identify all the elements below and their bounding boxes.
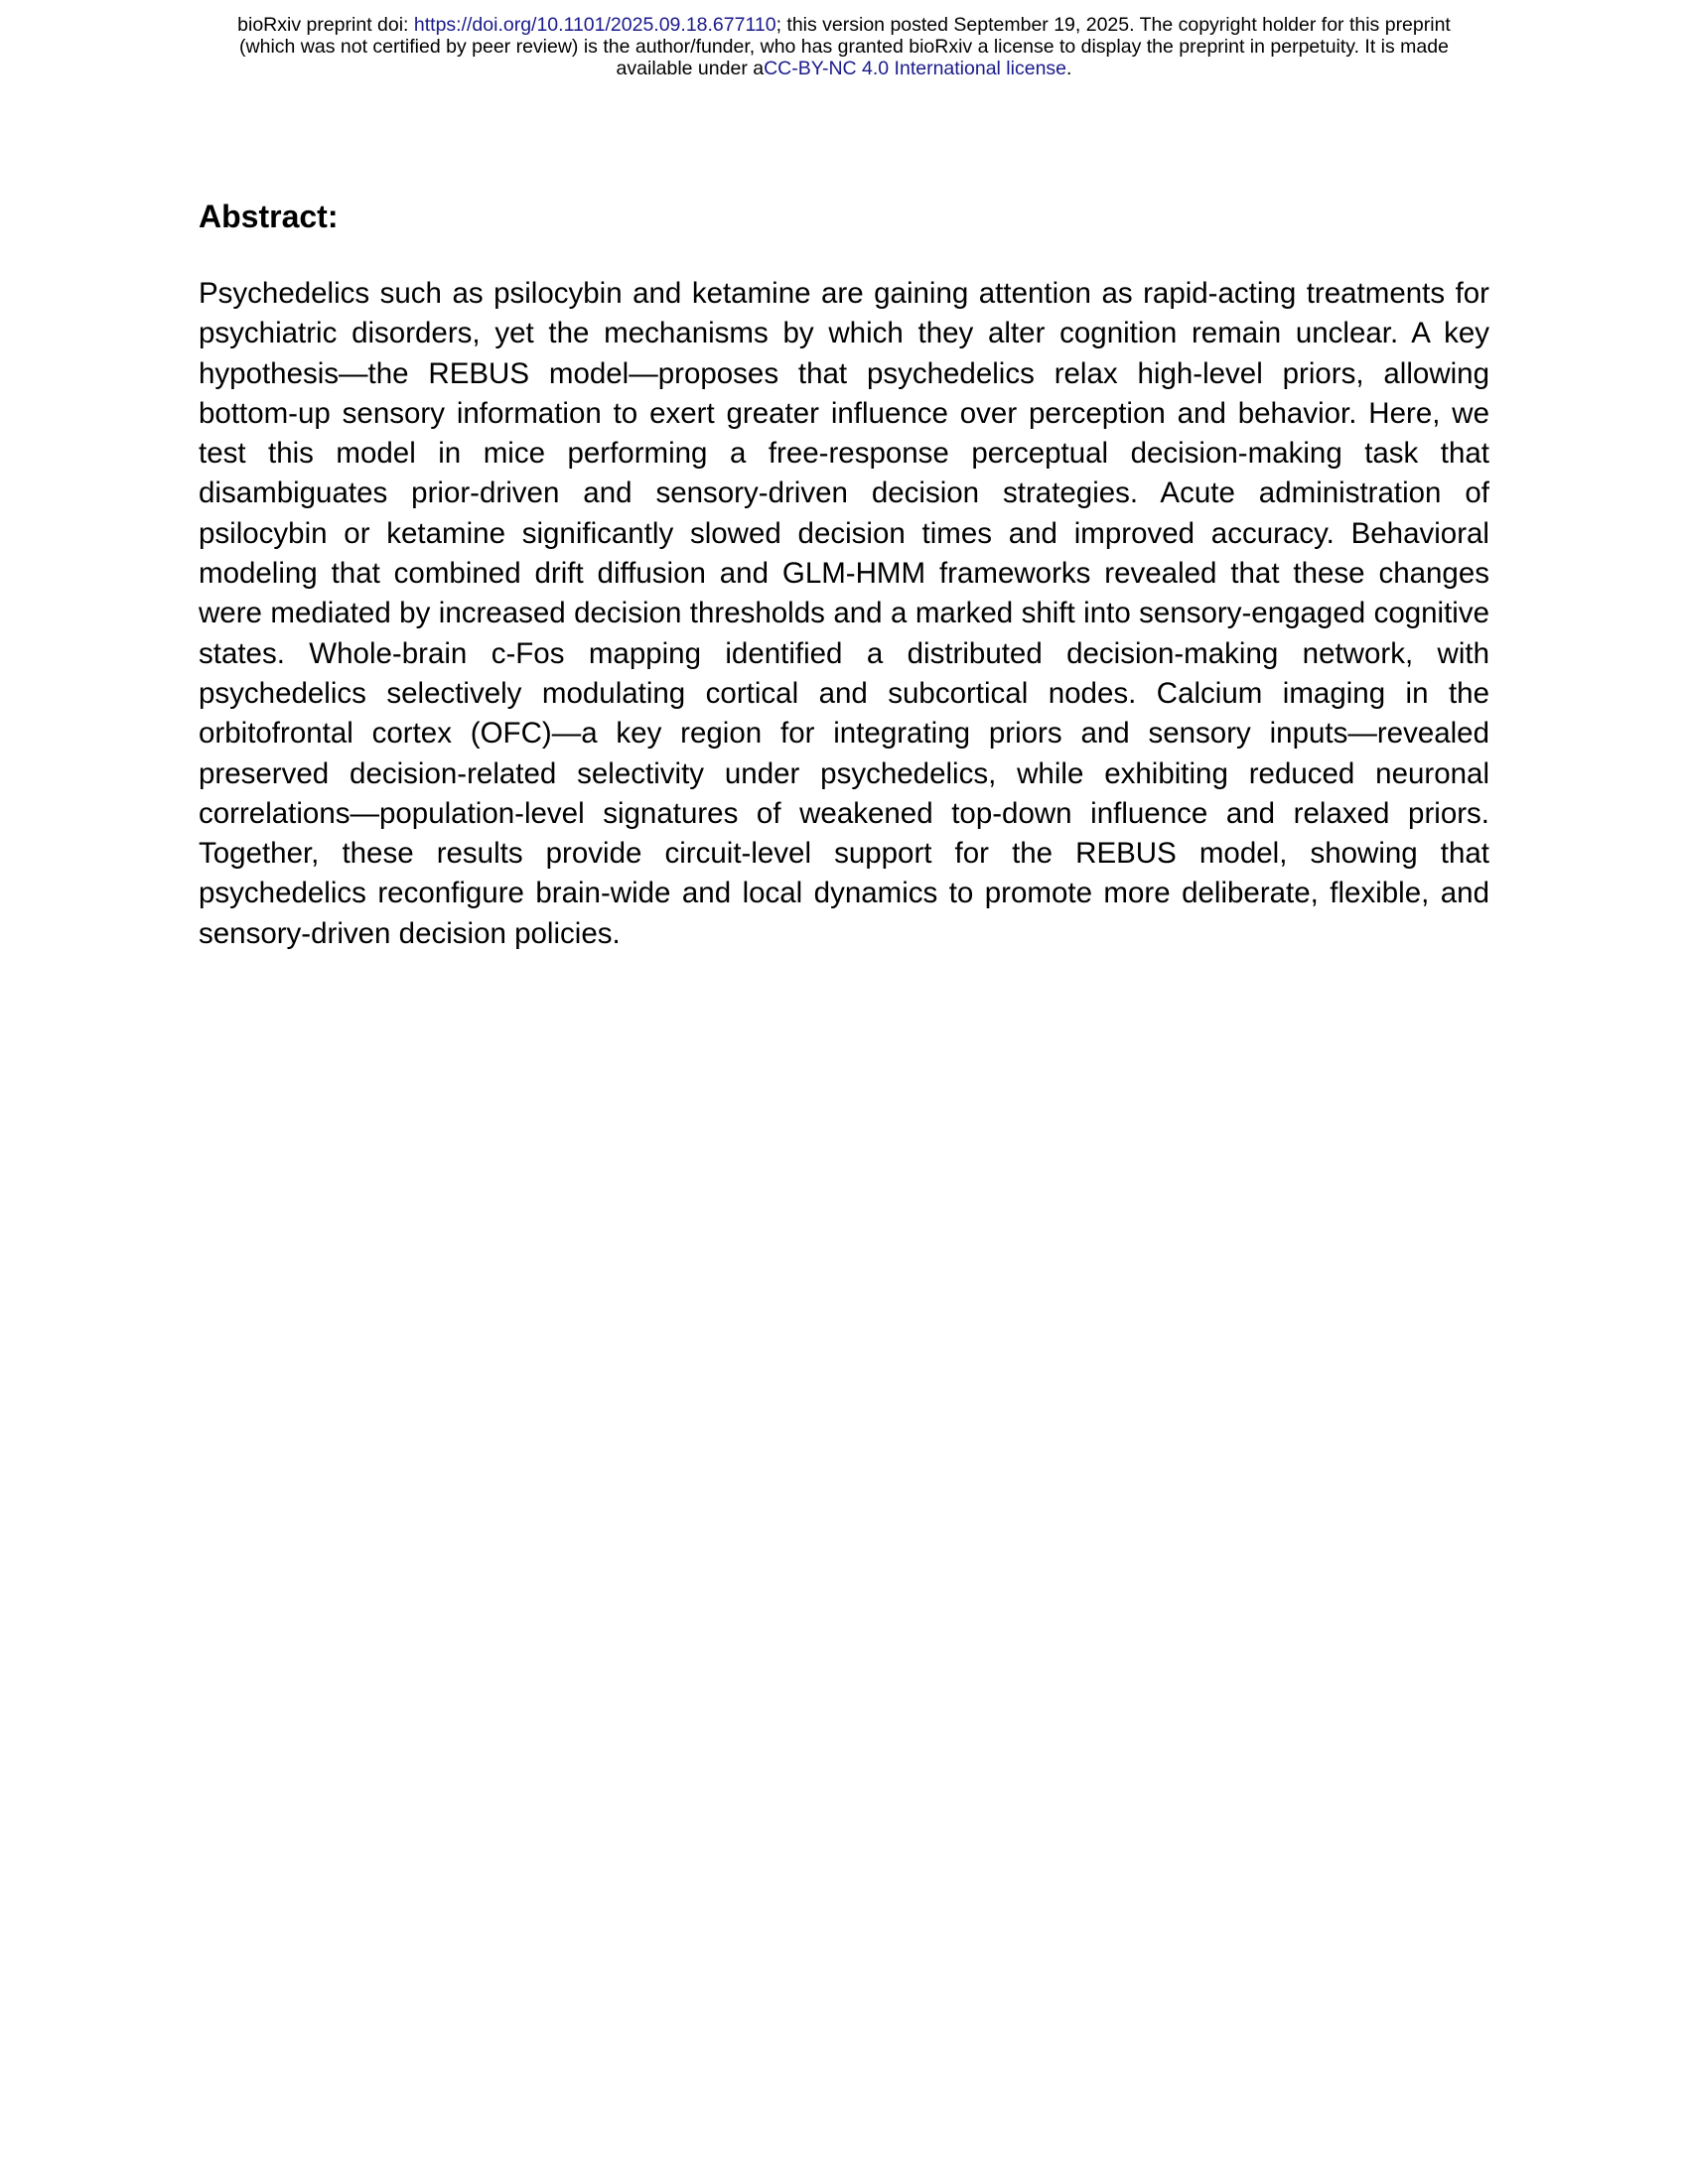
header-line-2: (which was not certified by peer review) is the author/funder, who has granted bioRxiv a license to display the preprint in perpetuity. It is made	[239, 36, 1449, 58]
header-posted-text: ; this version posted September 19, 2025. The copyright holder for this preprint	[775, 14, 1451, 36]
preprint-header	[0, 14, 1688, 79]
abstract-paragraph: Psychedelics such as psilocybin and ketamine are gaining attention as rapid-acting treatments for psychiatric disorders, yet the mechanisms by which they alter cognition remain unclear. A key hypothesis—the REBUS model—proposes that psychedelics relax high-level priors, allowing bottom-up sensory information to exert greater influence over perception and behavior. Here, we test this model in mice performing a free-response perceptual decision-making task that disambiguates prior-driven and sensory-driven decision strategies. Acute administration of psilocybin or ketamine significantly slowed decision times and improved accuracy. Behavioral modeling that combined drift diffusion and GLM-HMM frameworks revealed that these changes were mediated by increased decision thresholds and a marked shift into sensory-engaged cognitive states. Whole-brain c-Fos mapping identified a distributed decision-making network, with psychedelics selectively modulating cortical and subcortical nodes. Calcium imaging in the orbitofrontal cortex (OFC)—a key region for integrating priors and sensory inputs—revealed preserved decision-related selectivity under psychedelics, while exhibiting reduced neuronal correlations—population-level signatures of weakened top-down influence and relaxed priors. Together, these results provide circuit-level support for the REBUS model, showing that psychedelics reconfigure brain-wide and local dynamics to promote more deliberate, flexible, and sensory-driven decision policies.	[199, 277, 1489, 950]
license-link[interactable]: CC-BY-NC 4.0 International license	[764, 58, 1067, 79]
header-doi-prefix: bioRxiv preprint doi:	[237, 14, 414, 36]
header-license-suffix: .	[1066, 58, 1072, 79]
doi-link[interactable]: https://doi.org/10.1101/2025.09.18.677110	[413, 14, 776, 36]
abstract-heading: Abstract:	[199, 199, 339, 234]
header-license-prefix: available under a	[616, 58, 765, 79]
header-line-3	[0, 58, 1688, 79]
header-line-1	[0, 14, 1688, 36]
